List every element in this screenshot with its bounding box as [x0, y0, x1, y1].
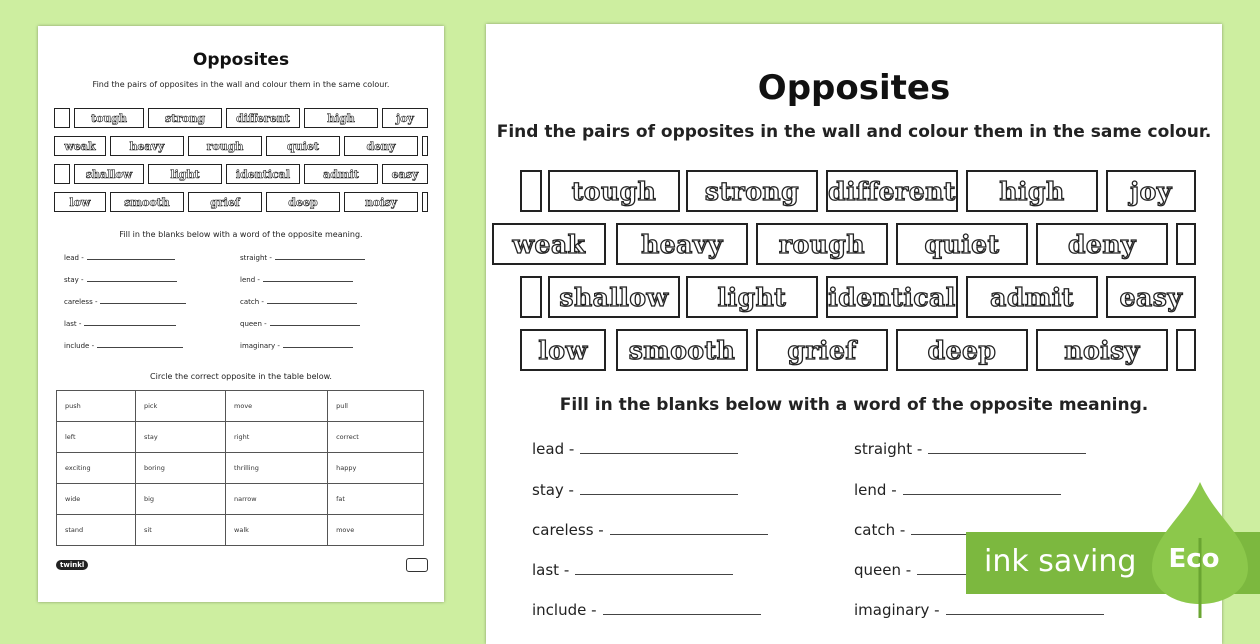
fill-label: stay -: [532, 481, 574, 499]
table-cell: thrilling: [226, 453, 328, 484]
thumb-brick: deep: [266, 192, 340, 212]
blank-line[interactable]: [575, 573, 733, 575]
brick-edge: [520, 170, 542, 212]
wall-brick: deep: [896, 329, 1028, 371]
instruction-wall: Find the pairs of opposites in the wall and colour them in the same colour.: [496, 122, 1212, 142]
blank-line[interactable]: [580, 452, 738, 454]
table-cell: move: [226, 391, 328, 422]
thumb-brick: joy: [382, 108, 428, 128]
table-cell: left: [57, 422, 136, 453]
wall-brick: low: [520, 329, 606, 371]
wall-brick: shallow: [548, 276, 680, 318]
wall-brick: grief: [756, 329, 888, 371]
blank-line[interactable]: [580, 493, 738, 495]
wall-brick: identical: [826, 276, 958, 318]
opposites-table: [56, 390, 424, 546]
thumb-fill-row: catch -: [240, 298, 357, 306]
table-row: [57, 422, 424, 453]
wall-brick: heavy: [616, 223, 748, 265]
thumb-brick: strong: [148, 108, 222, 128]
instruction-fill: Fill in the blanks below with a word of the opposite meaning.: [559, 395, 1149, 415]
table-cell: stand: [57, 515, 136, 546]
thumb-brick: heavy: [110, 136, 184, 156]
footer-icon: [406, 558, 428, 572]
thumb-brick-edge: [422, 136, 428, 156]
fill-row: [854, 481, 1061, 499]
wall-brick: joy: [1106, 170, 1196, 212]
table-row: [57, 453, 424, 484]
fill-label: imaginary -: [854, 601, 940, 619]
fill-label: straight -: [854, 440, 923, 458]
fill-row: [854, 601, 1104, 619]
thumb-brick: grief: [188, 192, 262, 212]
blank-line[interactable]: [610, 533, 768, 535]
table-cell: right: [226, 422, 328, 453]
worksheet-thumbnail: [38, 26, 444, 602]
thumb-brick: low: [54, 192, 106, 212]
fill-row: [854, 440, 1086, 458]
table-cell: stay: [136, 422, 226, 453]
table-cell: push: [57, 391, 136, 422]
wall-brick: rough: [756, 223, 888, 265]
table-cell: big: [136, 484, 226, 515]
fill-row: [532, 561, 733, 579]
table-cell: exciting: [57, 453, 136, 484]
thumb-brick: identical: [226, 164, 300, 184]
thumb-fill-row: queen -: [240, 320, 360, 328]
thumb-instruction-fill: Fill in the blanks below with a word of the opposite meaning.: [119, 230, 363, 239]
fill-label: include -: [532, 601, 597, 619]
thumb-brick: light: [148, 164, 222, 184]
wall-brick: high: [966, 170, 1098, 212]
thumb-fill-row: straight -: [240, 254, 365, 262]
wall-brick: different: [826, 170, 958, 212]
wall-brick: quiet: [896, 223, 1028, 265]
table-cell: pick: [136, 391, 226, 422]
wall-brick: strong: [686, 170, 818, 212]
table-cell: happy: [328, 453, 424, 484]
blank-line[interactable]: [903, 493, 1061, 495]
thumb-brick: quiet: [266, 136, 340, 156]
fill-label: queen -: [854, 561, 912, 579]
thumb-instruction-wall: Find the pairs of opposites in the wall and colour them in the same colour.: [92, 80, 390, 89]
fill-row: [532, 481, 738, 499]
wall-brick: admit: [966, 276, 1098, 318]
thumb-brick: smooth: [110, 192, 184, 212]
table-cell: move: [328, 515, 424, 546]
table-cell: wide: [57, 484, 136, 515]
eco-label: Eco: [1168, 544, 1220, 574]
thumb-instruction-table: Circle the correct opposite in the table below.: [150, 372, 332, 381]
thumb-brick-edge: [422, 192, 428, 212]
blank-line[interactable]: [946, 613, 1104, 615]
blank-line[interactable]: [928, 452, 1086, 454]
thumb-brick-edge: [54, 164, 70, 184]
thumb-fill-row: careless -: [64, 298, 186, 306]
table-cell: boring: [136, 453, 226, 484]
thumb-brick: weak: [54, 136, 106, 156]
fill-row: [532, 601, 761, 619]
table-cell: sit: [136, 515, 226, 546]
fill-label: catch -: [854, 521, 906, 539]
fill-label: lead -: [532, 440, 575, 458]
brick-edge: [1176, 329, 1196, 371]
thumb-brick-edge: [54, 108, 70, 128]
brick-edge: [1176, 223, 1196, 265]
table-cell: walk: [226, 515, 328, 546]
table-cell: narrow: [226, 484, 328, 515]
thumb-brick: admit: [304, 164, 378, 184]
ink-saving-label: ink saving: [984, 544, 1137, 579]
wall-brick: tough: [548, 170, 680, 212]
thumb-title: Opposites: [192, 50, 290, 70]
fill-row: [854, 561, 977, 579]
table-cell: correct: [328, 422, 424, 453]
thumb-brick: high: [304, 108, 378, 128]
table-row: [57, 484, 424, 515]
thumb-brick: noisy: [344, 192, 418, 212]
wall-brick: light: [686, 276, 818, 318]
fill-row: [532, 440, 738, 458]
fill-row: [532, 521, 768, 539]
wall-brick: smooth: [616, 329, 748, 371]
thumb-brick: easy: [382, 164, 428, 184]
thumb-fill-row: imaginary -: [240, 342, 353, 350]
thumb-brick: deny: [344, 136, 418, 156]
page-title: Opposites: [757, 68, 951, 108]
table-cell: pull: [328, 391, 424, 422]
thumb-brick: shallow: [74, 164, 144, 184]
wall-brick: noisy: [1036, 329, 1168, 371]
thumb-brick: rough: [188, 136, 262, 156]
thumb-fill-row: last -: [64, 320, 176, 328]
blank-line[interactable]: [603, 613, 761, 615]
wall-brick: weak: [492, 223, 606, 265]
fill-label: last -: [532, 561, 570, 579]
table-row: [57, 515, 424, 546]
thumb-fill-row: stay -: [64, 276, 177, 284]
wall-brick: deny: [1036, 223, 1168, 265]
fill-label: lend -: [854, 481, 897, 499]
wall-brick: easy: [1106, 276, 1196, 318]
thumb-brick: tough: [74, 108, 144, 128]
table-cell: fat: [328, 484, 424, 515]
twinkl-logo: twinkl: [56, 560, 88, 570]
brick-edge: [520, 276, 542, 318]
table-row: [57, 391, 424, 422]
fill-label: careless -: [532, 521, 604, 539]
thumb-fill-row: lend -: [240, 276, 353, 284]
thumb-fill-row: include -: [64, 342, 183, 350]
thumb-brick: different: [226, 108, 300, 128]
thumb-fill-row: lead -: [64, 254, 175, 262]
